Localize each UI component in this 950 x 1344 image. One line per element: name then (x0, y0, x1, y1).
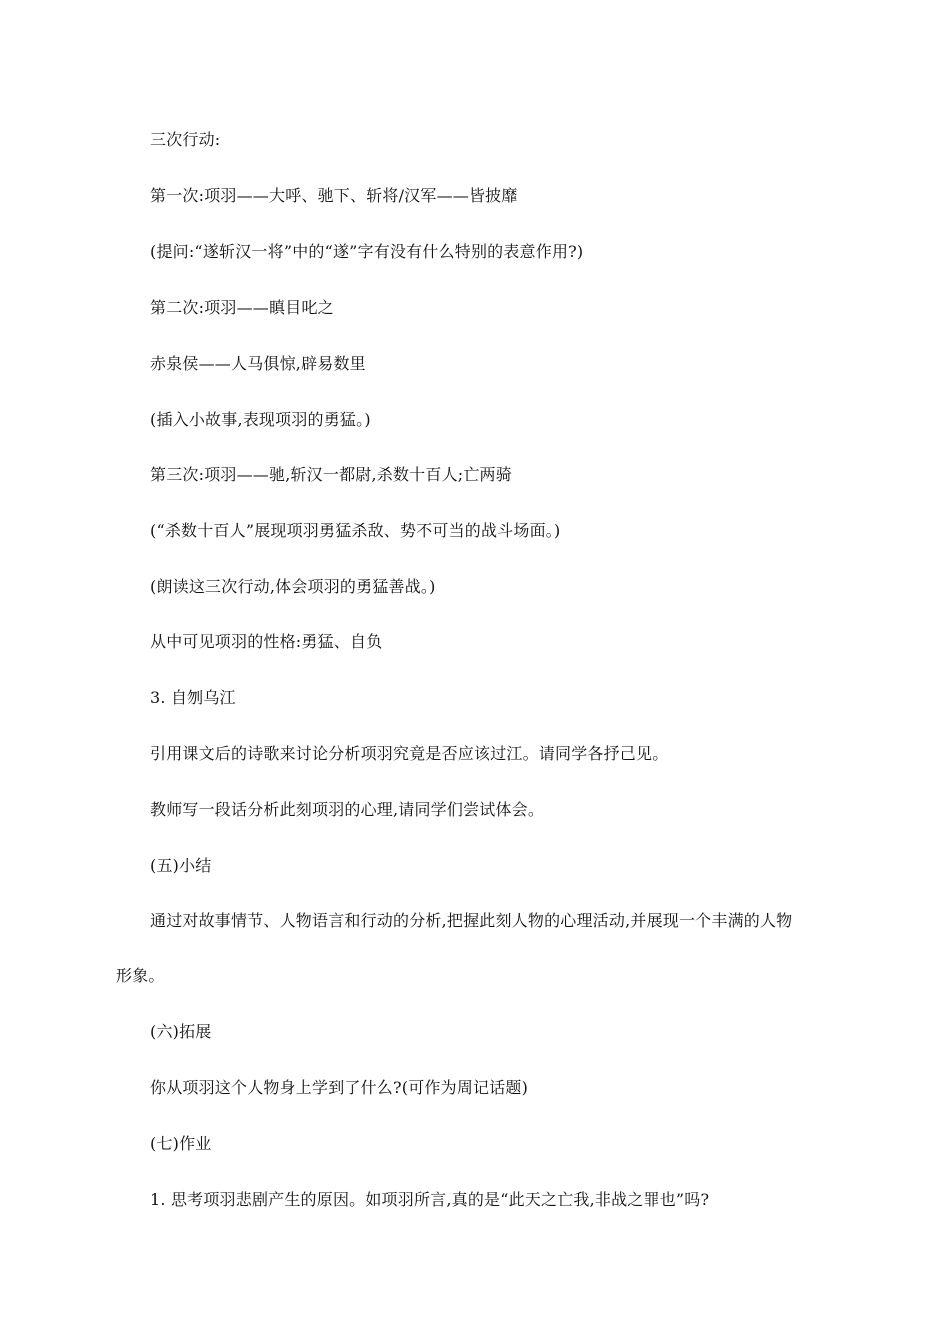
section-heading: (六)拓展 (150, 1022, 212, 1041)
section-heading: (五)小结 (150, 856, 212, 875)
text-line: (插入小故事,表现项羽的勇猛。) (150, 410, 371, 429)
text-line: (朗读这三次行动,体会项羽的勇猛善战。) (150, 577, 436, 596)
summary-paragraph (116, 911, 836, 986)
summary-line-1: 通过对故事情节、人物语言和行动的分析,把握此刻人物的心理活动,并展现一个丰满的人物 (150, 911, 793, 930)
text-line: 从中可见项羽的性格:勇猛、自负 (150, 632, 383, 651)
text-line: 1. 思考项羽悲剧产生的原因。如项羽所言,真的是“此天之亡我,非战之罪也”吗? (150, 1190, 710, 1209)
text-line: 第三次:项羽——驰,斩汉一都尉,杀数十百人;亡两骑 (150, 465, 512, 484)
text-line: 引用课文后的诗歌来讨论分析项羽究竟是否应该过江。请同学各抒己见。 (150, 744, 669, 763)
text-line: 第二次:项羽——瞋目叱之 (150, 298, 334, 317)
text-line: (“杀数十百人”展现项羽勇猛杀敌、势不可当的战斗场面。) (150, 521, 561, 540)
section-heading: 3. 自刎乌江 (150, 688, 236, 707)
summary-line-2: 形象。 (116, 966, 165, 985)
text-line: 你从项羽这个人物身上学到了什么?(可作为周记话题) (150, 1078, 529, 1097)
text-line: 教师写一段话分析此刻项羽的心理,请同学们尝试体会。 (150, 800, 545, 819)
text-line: 赤泉侯——人马俱惊,辟易数里 (150, 354, 366, 373)
text-line: (提问:“遂斩汉一将”中的“遂”字有没有什么特别的表意作用?) (150, 242, 584, 261)
section-heading: (七)作业 (150, 1134, 212, 1153)
text-line: 第一次:项羽——大呼、驰下、斩将/汉军——皆披靡 (150, 186, 518, 205)
text-line: 三次行动: (150, 130, 221, 149)
